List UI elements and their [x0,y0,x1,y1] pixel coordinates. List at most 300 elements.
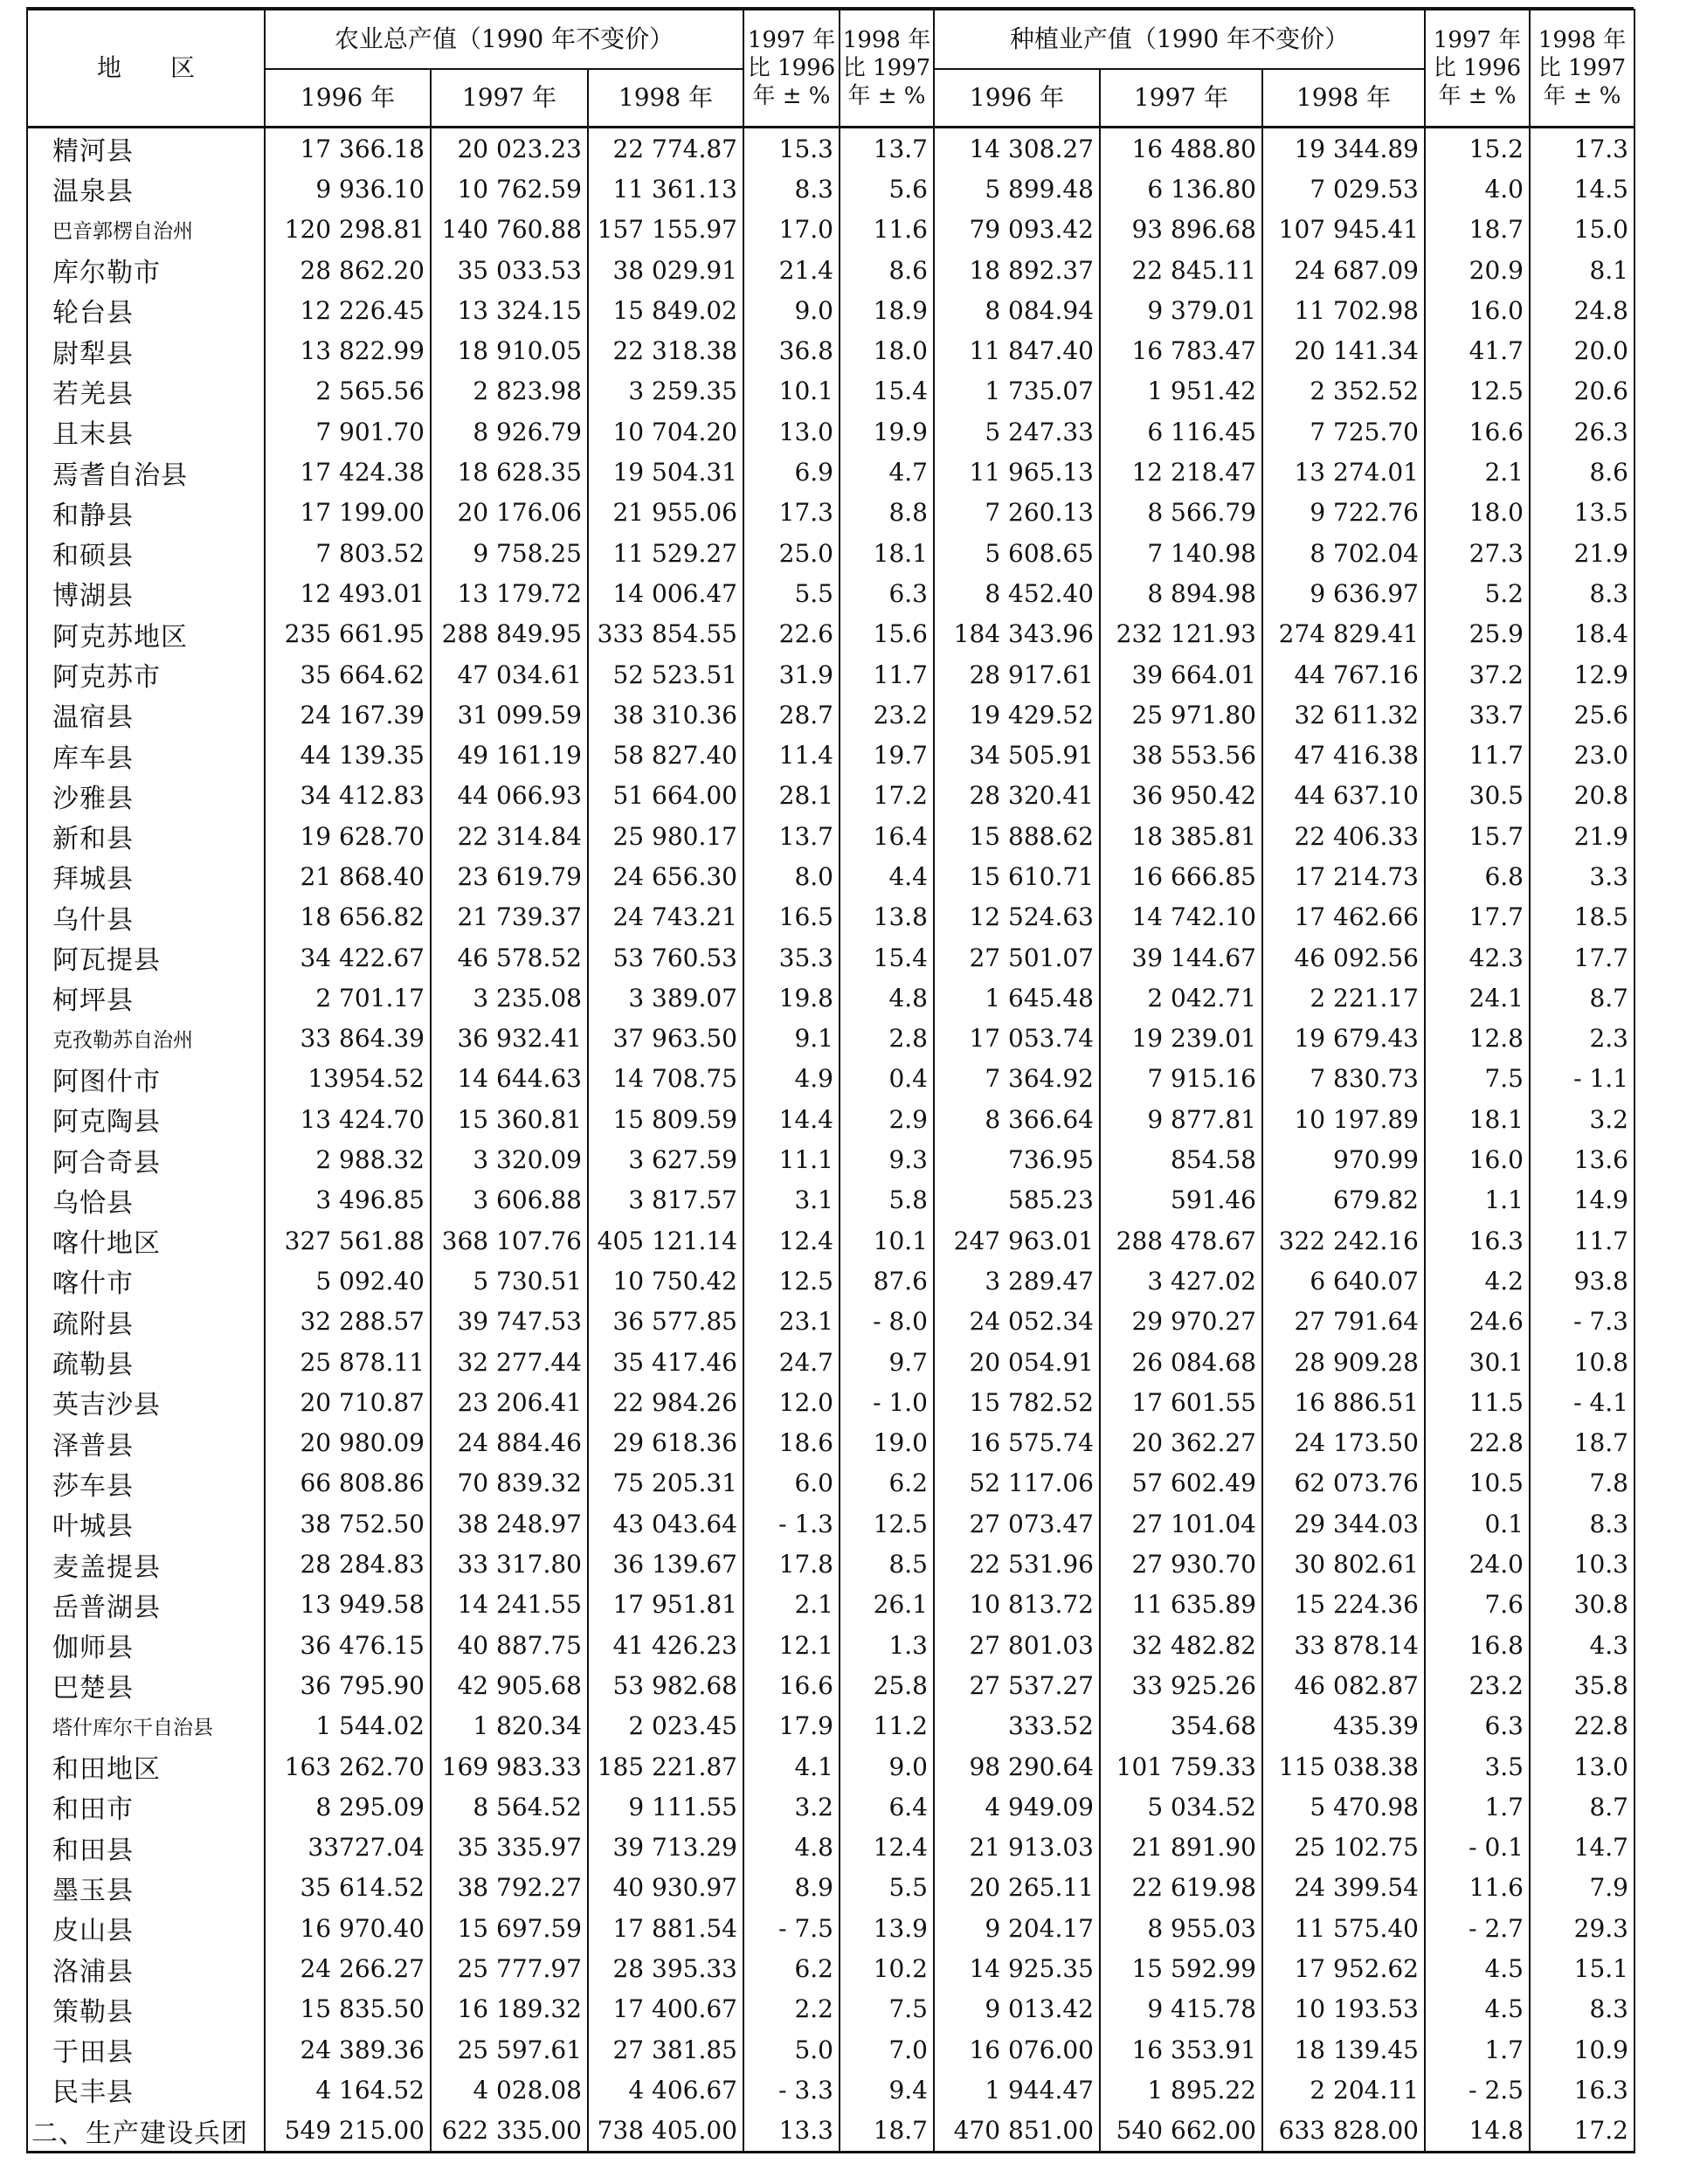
crop-1998-header: 1998 年 [1262,69,1425,128]
total-1998-cell: 75 205.31 [588,1463,743,1503]
total-1997-cell: 33 317.80 [431,1544,588,1584]
crop-1997-cell: 9 379.01 [1100,290,1262,330]
total-1998-cell: 17 951.81 [588,1585,743,1625]
total-pct-97-cell: 13.7 [743,816,840,856]
crop-1996-cell: 8 366.64 [934,1099,1100,1139]
total-pct-97-cell: 35.3 [743,937,840,978]
crop-pct-98-cell: 18.7 [1530,1423,1634,1463]
region-name: 和田地区 [27,1746,265,1787]
table-row [27,573,1634,613]
total-1996-cell: 44 139.35 [265,735,431,775]
total-1996-cell: 549 215.00 [265,2111,431,2153]
crop-1998-cell: 633 828.00 [1262,2111,1425,2153]
crop-1998-cell: 17 214.73 [1262,856,1425,896]
region-name: 皮山县 [27,1908,265,1948]
total-1997-cell: 47 034.61 [431,654,588,695]
crop-1997-cell: 20 362.27 [1100,1423,1262,1463]
crop-1997-cell: 22 845.11 [1100,250,1262,290]
crop-1997-cell: 15 592.99 [1100,1948,1262,1988]
crop-pct-98-cell: 8.3 [1530,573,1634,613]
crop-1996-cell: 11 847.40 [934,330,1100,370]
crop-1997-cell: 18 385.81 [1100,816,1262,856]
total-1997-cell: 4 028.08 [431,2070,588,2110]
total-1997-cell: 13 324.15 [431,290,588,330]
crop-pct-97-cell: 14.8 [1425,2111,1530,2153]
total-pct-98-cell: 6.3 [840,573,934,613]
table-row [27,654,1634,695]
total-1997-cell: 14 241.55 [431,1585,588,1625]
crop-pct-98-cell: - 7.3 [1530,1302,1634,1342]
crop-1996-cell: 24 052.34 [934,1302,1100,1342]
crop-1998-cell: 44 637.10 [1262,776,1425,816]
region-name: 库车县 [27,735,265,775]
crop-pct-97-cell: 2.1 [1425,452,1530,492]
crop-pct-97-cell: 16.0 [1425,1139,1530,1179]
total-1997-cell: 16 189.32 [431,1989,588,2029]
region-name: 阿合奇县 [27,1139,265,1179]
crop-pct-97-cell: - 2.5 [1425,2070,1530,2110]
total-pct-98-cell: 25.8 [840,1665,934,1705]
total-1997-cell: 13 179.72 [431,573,588,613]
total-pct-98-cell: 6.4 [840,1787,934,1827]
table-row [27,816,1634,856]
crop-1998-cell: 322 242.16 [1262,1220,1425,1261]
total-1996-cell: 13 822.99 [265,330,431,370]
crop-1996-cell: 14 308.27 [934,128,1100,169]
crop-pct-98-cell: 22.8 [1530,1706,1634,1746]
total-pct-97-cell: 8.9 [743,1868,840,1908]
total-pct-97-cell: 21.4 [743,250,840,290]
total-1997-cell: 18 628.35 [431,452,588,492]
total-1998-cell: 22 318.38 [588,330,743,370]
crop-pct-98-cell: 21.9 [1530,533,1634,573]
total-1998-cell: 15 849.02 [588,290,743,330]
total-1996-cell: 36 795.90 [265,1665,431,1705]
crop-pct-98-cell: 13.5 [1530,493,1634,533]
crop-1998-cell: 18 139.45 [1262,2029,1425,2070]
crop-1996-cell: 21 913.03 [934,1827,1100,1867]
total-1998-cell: 36 577.85 [588,1302,743,1342]
crop-1996-cell: 470 851.00 [934,2111,1100,2153]
crop-pct-97-cell: 11.6 [1425,1868,1530,1908]
table-row [27,1220,1634,1261]
total-1997-cell: 23 206.41 [431,1382,588,1422]
total-pct-98-cell: 9.7 [840,1342,934,1382]
total-pct-97-cell: 13.3 [743,2111,840,2153]
crop-1998-cell: 24 687.09 [1262,250,1425,290]
total-1996-cell: 13 424.70 [265,1099,431,1139]
region-name: 和田县 [27,1827,265,1867]
total-pct-98-cell: 13.8 [840,897,934,937]
crop-pct-97-cell: 37.2 [1425,654,1530,695]
total-pct-97-cell: 8.0 [743,856,840,896]
table-row [27,1180,1634,1220]
table-row [27,169,1634,209]
crop-1996-cell: 27 801.03 [934,1625,1100,1665]
region-name: 巴楚县 [27,1665,265,1705]
total-1997-cell: 20 023.23 [431,128,588,169]
total-pct-97-cell: 23.1 [743,1302,840,1342]
crop-1997-cell: 6 136.80 [1100,169,1262,209]
total-1996-cell: 25 878.11 [265,1342,431,1382]
total-1998-cell: 10 704.20 [588,411,743,452]
total-pct-98-cell: 18.9 [840,290,934,330]
crop-1997-cell: 14 742.10 [1100,897,1262,937]
crop-1996-cell: 5 247.33 [934,411,1100,452]
crop-1997-header: 1997 年 [1100,69,1262,128]
crop-pct-97-cell: 27.3 [1425,533,1530,573]
total-pct-98-cell: 1.3 [840,1625,934,1665]
region-name: 泽普县 [27,1423,265,1463]
total-pct-98-cell: 16.4 [840,816,934,856]
crop-pct-98-cell: 14.7 [1530,1827,1634,1867]
total-1996-cell: 35 664.62 [265,654,431,695]
total-1997-cell: 25 777.97 [431,1948,588,1988]
total-1997-cell: 8 564.52 [431,1787,588,1827]
crop-pct-98-cell: 4.3 [1530,1625,1634,1665]
crop-pct-97-cell: 0.1 [1425,1503,1530,1544]
crop-1996-cell: 4 949.09 [934,1787,1100,1827]
total-pct-98-cell: 10.1 [840,1220,934,1261]
crop-pct-97-cell: 4.2 [1425,1261,1530,1301]
region-name: 伽师县 [27,1625,265,1665]
total-1996-cell: 24 167.39 [265,695,431,735]
table-row [27,1746,1634,1787]
table-row [27,128,1634,169]
total-1997-cell: 2 823.98 [431,371,588,411]
crop-pct-97-cell: 16.0 [1425,290,1530,330]
crop-pct-97-cell: 7.5 [1425,1059,1530,1099]
total-1998-cell: 14 006.47 [588,573,743,613]
total-1997-cell: 38 248.97 [431,1503,588,1544]
total-1996-cell: 17 424.38 [265,452,431,492]
crop-pct-98-cell: 21.9 [1530,816,1634,856]
total-1998-cell: 35 417.46 [588,1342,743,1382]
total-pct-97-cell: 24.7 [743,1342,840,1382]
total-1998-cell: 40 930.97 [588,1868,743,1908]
crop-1996-cell: 5 899.48 [934,169,1100,209]
table-row [27,1665,1634,1705]
crop-1997-cell: 9 877.81 [1100,1099,1262,1139]
total-1997-cell: 32 277.44 [431,1342,588,1382]
crop-pct-97-cell: 1.1 [1425,1180,1530,1220]
crop-pct-97-cell: 5.2 [1425,573,1530,613]
total-1998-cell: 28 395.33 [588,1948,743,1988]
total-1996-cell: 20 980.09 [265,1423,431,1463]
crop-1997-cell: 25 971.80 [1100,695,1262,735]
crop-1997-cell: 39 144.67 [1100,937,1262,978]
total-1998-cell: 21 955.06 [588,493,743,533]
total-1996-cell: 8 295.09 [265,1787,431,1827]
total-1996-cell: 3 496.85 [265,1180,431,1220]
total-pct-98-cell: 5.8 [840,1180,934,1220]
crop-pct-98-cell: 15.0 [1530,210,1634,250]
crop-1996-cell: 27 501.07 [934,937,1100,978]
total-1998-cell: 29 618.36 [588,1423,743,1463]
total-1997-cell: 31 099.59 [431,695,588,735]
total-1997-cell: 3 320.09 [431,1139,588,1179]
table-row [27,452,1634,492]
crop-1997-cell: 27 930.70 [1100,1544,1262,1584]
crop-pct-97-cell: 6.8 [1425,856,1530,896]
total-1996-cell: 28 862.20 [265,250,431,290]
total-pct-97-cell: 2.1 [743,1585,840,1625]
table-row [27,1908,1634,1948]
total-1998-cell: 25 980.17 [588,816,743,856]
total-1998-cell: 17 400.67 [588,1989,743,2029]
total-1997-cell: 22 314.84 [431,816,588,856]
total-pct-98-cell: 11.2 [840,1706,934,1746]
crop-1997-cell: 591.46 [1100,1180,1262,1220]
crop-pct-98-cell: 12.9 [1530,654,1634,695]
table-row [27,2070,1634,2110]
total-output-group-header: 农业总产值（1990 年不变价） [265,10,743,69]
crop-pct-98-cell: 20.6 [1530,371,1634,411]
table-row [27,856,1634,896]
crop-pct-98-cell: 29.3 [1530,1908,1634,1948]
total-1996-cell: 13 949.58 [265,1585,431,1625]
crop-1996-cell: 8 084.94 [934,290,1100,330]
total-pct-98-cell: 2.9 [840,1099,934,1139]
total-1998-cell: 3 389.07 [588,978,743,1018]
total-pct-97-cell: - 1.3 [743,1503,840,1544]
table-row [27,330,1634,370]
crop-1997-cell: 32 482.82 [1100,1625,1262,1665]
total-pct-98-cell: 18.1 [840,533,934,573]
crop-pct-98-cell: 15.1 [1530,1948,1634,1988]
total-1997-cell: 35 033.53 [431,250,588,290]
crop-1998-cell: 274 829.41 [1262,614,1425,654]
agricultural-output-table [26,9,1635,2153]
total-1996-cell: 18 656.82 [265,897,431,937]
total-pct-97-cell: 11.4 [743,735,840,775]
crop-pct-97-cell: - 0.1 [1425,1827,1530,1867]
total-1997-cell: 40 887.75 [431,1625,588,1665]
crop-pct-98-cell: 8.6 [1530,452,1634,492]
table-row [27,411,1634,452]
crop-1997-cell: 21 891.90 [1100,1827,1262,1867]
crop-pct-98-cell: 7.9 [1530,1868,1634,1908]
total-1996-cell: 35 614.52 [265,1868,431,1908]
crop-pct-98-cell: 16.3 [1530,2070,1634,2110]
region-name: 库尔勒市 [27,250,265,290]
crop-pct-97-cell: 11.7 [1425,735,1530,775]
region-name: 莎车县 [27,1463,265,1503]
crop-1996-cell: 15 888.62 [934,816,1100,856]
crop-pct-97-cell: 30.5 [1425,776,1530,816]
crop-1998-cell: 435.39 [1262,1706,1425,1746]
total-1996-cell: 9 936.10 [265,169,431,209]
total-1998-cell: 738 405.00 [588,2111,743,2153]
total-1997-cell: 38 792.27 [431,1868,588,1908]
total-1997-cell: 10 762.59 [431,169,588,209]
total-pct-98-cell: 4.7 [840,452,934,492]
crop-1997-cell: 540 662.00 [1100,2111,1262,2153]
table-row [27,371,1634,411]
total-pct-97-cell: 9.0 [743,290,840,330]
table-row [27,2029,1634,2070]
crop-1997-cell: 8 955.03 [1100,1908,1262,1948]
crop-1996-header: 1996 年 [934,69,1100,128]
total-1998-cell: 10 750.42 [588,1261,743,1301]
crop-1996-cell: 10 813.72 [934,1585,1100,1625]
crop-1996-cell: 1 735.07 [934,371,1100,411]
table-row [27,614,1634,654]
total-pct-97-cell: - 7.5 [743,1908,840,1948]
table-row [27,1099,1634,1139]
total-pct-98-cell: 2.8 [840,1019,934,1059]
crop-1997-cell: 16 783.47 [1100,330,1262,370]
crop-pct-97-cell: 24.1 [1425,978,1530,1018]
crop-1996-cell: 1 944.47 [934,2070,1100,2110]
crop-1997-cell: 22 619.98 [1100,1868,1262,1908]
total-pct-97-cell: 19.8 [743,978,840,1018]
region-name: 塔什库尔干自治县 [27,1706,265,1746]
crop-1998-cell: 17 952.62 [1262,1948,1425,1988]
total-pct-98-cell: 11.6 [840,210,934,250]
crop-output-group-header: 种植业产值（1990 年不变价） [934,10,1425,69]
crop-pct-98-cell: 93.8 [1530,1261,1634,1301]
crop-pct-97-cell: 33.7 [1425,695,1530,735]
total-pct-97-cell: 5.5 [743,573,840,613]
total-1997-cell: 24 884.46 [431,1423,588,1463]
crop-1996-cell: 333.52 [934,1706,1100,1746]
crop-1998-cell: 46 082.87 [1262,1665,1425,1705]
crop-1997-cell: 7 915.16 [1100,1059,1262,1099]
crop-1996-cell: 98 290.64 [934,1746,1100,1787]
crop-pct-97-cell: 16.8 [1425,1625,1530,1665]
total-1996-cell: 12 493.01 [265,573,431,613]
table-row [27,1382,1634,1422]
crop-1998-cell: 11 702.98 [1262,290,1425,330]
total-pct-97-cell: 12.5 [743,1261,840,1301]
total-pct-98-cell: - 8.0 [840,1302,934,1342]
crop-1998-cell: 2 204.11 [1262,2070,1425,2110]
table-row [27,1989,1634,2029]
region-name: 墨玉县 [27,1868,265,1908]
crop-pct-97-cell: 22.8 [1425,1423,1530,1463]
crop-1997-cell: 39 664.01 [1100,654,1262,695]
total-pct-98-cell: 5.6 [840,169,934,209]
total-pct-98-cell: 26.1 [840,1585,934,1625]
region-name: 喀什地区 [27,1220,265,1261]
crop-1998-cell: 27 791.64 [1262,1302,1425,1342]
total-1996-cell: 17 366.18 [265,128,431,169]
crop-1997-cell: 17 601.55 [1100,1382,1262,1422]
crop-pct-97-cell: 30.1 [1425,1342,1530,1382]
region-name: 柯坪县 [27,978,265,1018]
region-name: 沙雅县 [27,776,265,816]
crop-1997-cell: 36 950.42 [1100,776,1262,816]
crop-1998-cell: 5 470.98 [1262,1787,1425,1827]
region-name: 乌什县 [27,897,265,937]
total-1998-cell: 405 121.14 [588,1220,743,1261]
total-1996-cell: 28 284.83 [265,1544,431,1584]
crop-1998-cell: 32 611.32 [1262,695,1425,735]
crop-pct-97-cell: 17.7 [1425,897,1530,937]
crop-1997-cell: 11 635.89 [1100,1585,1262,1625]
total-1997-cell: 39 747.53 [431,1302,588,1342]
crop-1998-cell: 30 802.61 [1262,1544,1425,1584]
crop-pct-97-cell: 16.3 [1425,1220,1530,1261]
crop-1996-cell: 79 093.42 [934,210,1100,250]
total-pct-98-cell: 8.6 [840,250,934,290]
crop-1998-cell: 8 702.04 [1262,533,1425,573]
region-name: 岳普湖县 [27,1585,265,1625]
total-1998-cell: 185 221.87 [588,1746,743,1787]
total-1996-cell: 20 710.87 [265,1382,431,1422]
table-row [27,210,1634,250]
crop-1998-cell: 33 878.14 [1262,1625,1425,1665]
crop-1998-cell: 19 679.43 [1262,1019,1425,1059]
total-1997-cell: 35 335.97 [431,1827,588,1867]
crop-1996-cell: 22 531.96 [934,1544,1100,1584]
total-1997-cell: 20 176.06 [431,493,588,533]
crop-pct-98-cell: 18.5 [1530,897,1634,937]
region-name: 博湖县 [27,573,265,613]
total-pct-98-cell: 87.6 [840,1261,934,1301]
total-pct-97-cell: 3.1 [743,1180,840,1220]
total-pct-98-cell: 11.7 [840,654,934,695]
table-row [27,493,1634,533]
total-1997-cell: 288 849.95 [431,614,588,654]
total-1996-cell: 19 628.70 [265,816,431,856]
total-1996-cell: 4 164.52 [265,2070,431,2110]
table-row [27,937,1634,978]
region-name: 阿图什市 [27,1059,265,1099]
crop-pct-97-cell: 6.3 [1425,1706,1530,1746]
crop-pct-98-cell: 8.7 [1530,1787,1634,1827]
crop-pct-97-cell: 4.5 [1425,1948,1530,1988]
crop-pct-97-cell: 20.9 [1425,250,1530,290]
total-1998-cell: 3 259.35 [588,371,743,411]
total-pct-97-cell: - 3.3 [743,2070,840,2110]
total-1996-cell: 2 565.56 [265,371,431,411]
crop-1997-cell: 16 353.91 [1100,2029,1262,2070]
total-1998-cell: 4 406.67 [588,2070,743,2110]
table-row [27,533,1634,573]
total-pct-98-cell: 8.8 [840,493,934,533]
table-row [27,1019,1634,1059]
crop-pct-97-cell: 15.2 [1425,128,1530,169]
total-1996-cell: 16 970.40 [265,1908,431,1948]
total-pct-98-cell: 7.0 [840,2029,934,2070]
total-pct-98-cell: 19.7 [840,735,934,775]
crop-1996-cell: 11 965.13 [934,452,1100,492]
total-1998-cell: 37 963.50 [588,1019,743,1059]
crop-1996-cell: 18 892.37 [934,250,1100,290]
total-pct-97-cell: 36.8 [743,330,840,370]
crop-1996-cell: 34 505.91 [934,735,1100,775]
total-1998-cell: 53 760.53 [588,937,743,978]
crop-pct-98-cell: - 4.1 [1530,1382,1634,1422]
total-1998-cell: 51 664.00 [588,776,743,816]
total-1997-cell: 44 066.93 [431,776,588,816]
crop-1996-cell: 27 537.27 [934,1665,1100,1705]
crop-1998-cell: 46 092.56 [1262,937,1425,978]
table-row [27,897,1634,937]
crop-1996-cell: 736.95 [934,1139,1100,1179]
total-pct-97-cell: 22.6 [743,614,840,654]
crop-1996-cell: 7 364.92 [934,1059,1100,1099]
total-1998-cell: 24 656.30 [588,856,743,896]
crop-pct-97-cell: 24.0 [1425,1544,1530,1584]
region-name: 二、生产建设兵团 [27,2111,265,2153]
region-name: 温宿县 [27,695,265,735]
total-pct-98-cell: 9.4 [840,2070,934,2110]
crop-pct-98-cell: 3.2 [1530,1099,1634,1139]
crop-pct-97-header: 1997 年 比 1996 年 ± % [1425,10,1530,128]
